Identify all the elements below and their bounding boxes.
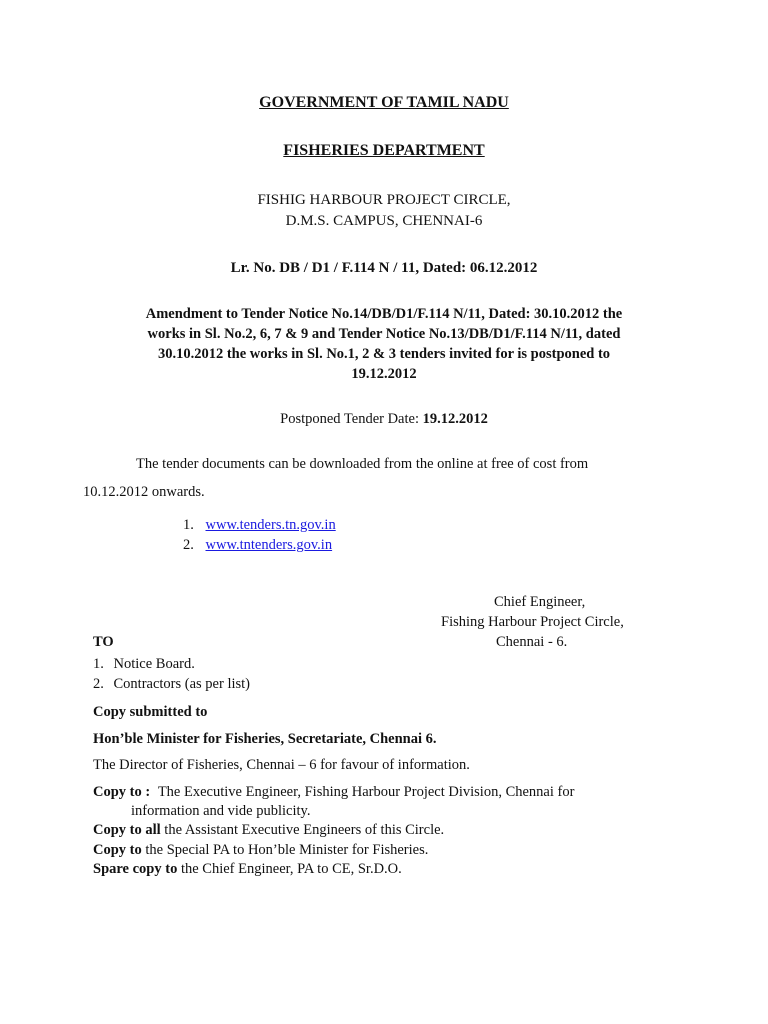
copy-pa-text: the Special PA to Hon’ble Minister for Fisheries. (141, 842, 429, 858)
government-title: GOVERNMENT OF TAMIL NADU (259, 94, 509, 111)
download-line-1: The tender documents can be downloaded from the online at free of cost from (136, 456, 589, 472)
tenders-tn-link[interactable]: www.tenders.tn.gov.in (205, 517, 336, 533)
copy-all-label: Copy to all (93, 822, 161, 838)
to-item-1-text: Notice Board. (113, 656, 195, 672)
postponed-date: 19.12.2012 (422, 411, 488, 427)
amendment-line-4: 19.12.2012 (351, 366, 417, 382)
copy-all-line (93, 822, 444, 839)
minister-line: Hon’ble Minister for Fisheries, Secretariate, Chennai 6. (93, 731, 437, 747)
copy-submitted-label: Copy submitted to (93, 704, 208, 720)
to-item-2 (93, 676, 250, 693)
director-line: The Director of Fisheries, Chennai – 6 for favour of information. (93, 757, 470, 773)
copy-pa-line (93, 842, 428, 859)
link-number-1: 1. (183, 517, 194, 533)
spare-copy-line (93, 861, 402, 878)
to-item-2-number: 2. (93, 676, 104, 692)
signature-line-1: Chief Engineer, (494, 594, 586, 610)
to-item-1 (93, 656, 195, 673)
copy-to-label: Copy to : (93, 784, 154, 800)
copy-to-text-1: The Executive Engineer, Fishing Harbour Project Division, Chennai for (157, 784, 575, 800)
signature-line-3: Chennai - 6. (496, 634, 568, 650)
circle-line-2: D.M.S. CAMPUS, CHENNAI-6 (285, 213, 483, 229)
to-label: TO (93, 634, 114, 650)
copy-pa-label: Copy to (93, 842, 142, 858)
signature-line-2: Fishing Harbour Project Circle, (441, 614, 624, 630)
tntenders-link[interactable]: www.tntenders.gov.in (205, 537, 333, 553)
to-item-2-text: Contractors (as per list) (113, 676, 251, 692)
circle-line-1: FISHIG HARBOUR PROJECT CIRCLE, (257, 192, 511, 208)
spare-copy-label: Spare copy to (93, 861, 178, 877)
amendment-line-3: 30.10.2012 the works in Sl. No.1, 2 & 3 tenders invited for is postponed to (157, 346, 611, 362)
download-line-2: 10.12.2012 onwards. (83, 484, 205, 500)
department-title: FISHERIES DEPARTMENT (283, 142, 485, 159)
amendment-line-1: Amendment to Tender Notice No.14/DB/D1/F.114 N/11, Dated: 30.10.2012 the (145, 306, 623, 322)
letter-reference: Lr. No. DB / D1 / F.114 N / 11, Dated: 06.12.2012 (230, 260, 538, 276)
copy-all-text: the Assistant Executive Engineers of this Circle. (160, 822, 445, 838)
amendment-paragraph (100, 304, 668, 384)
spare-copy-text: the Chief Engineer, PA to CE, Sr.D.O. (177, 861, 402, 877)
to-item-1-number: 1. (93, 656, 104, 672)
postponed-label: Postponed Tender Date: (280, 411, 423, 427)
link-number-2: 2. (183, 537, 194, 553)
copy-to-line (93, 784, 574, 801)
postponed-date-line (0, 411, 768, 428)
amendment-line-2: works in Sl. No.2, 6, 7 & 9 and Tender Notice No.13/DB/D1/F.114 N/11, dated (147, 326, 621, 342)
link-item-2 (183, 537, 332, 554)
link-item-1 (183, 517, 336, 534)
copy-to-text-2: information and vide publicity. (131, 803, 311, 819)
